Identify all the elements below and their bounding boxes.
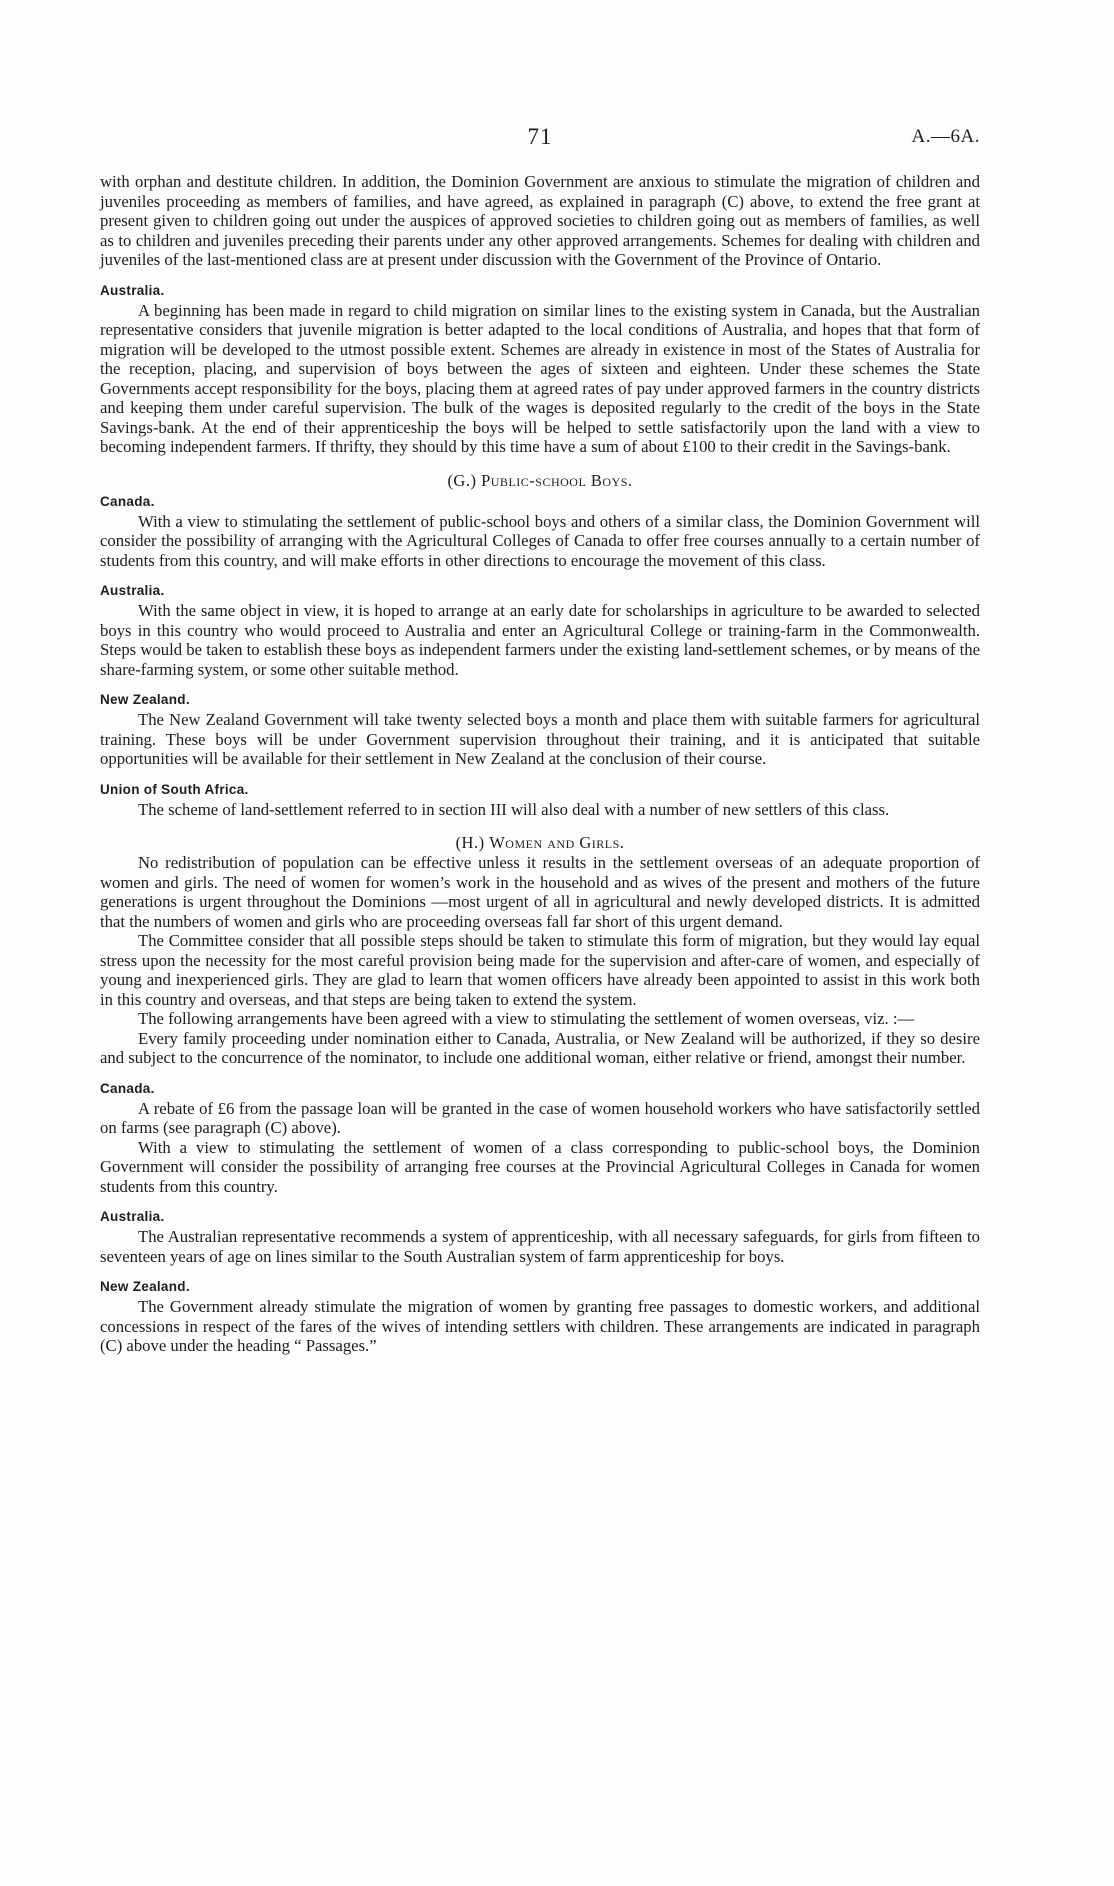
page-header [100, 124, 980, 156]
section-g-label: (G.) [447, 470, 477, 490]
h-paragraph-2: The Committee consider that all possible steps should be taken to stimulate this form of migration, but they would lay equal stress upon the necessity for the most careful provision being made for the supervision and after-care of women, and especially of young and inexperienced girls. They are glad to learn that women officers have already been appointed to assist in this work both in this country and overseas, and that steps are being taken to extend the system. [100, 931, 980, 1009]
h-australia-heading: Australia. [100, 1209, 165, 1224]
h-new-zealand-paragraph: The Government already stimulate the migration of women by granting free passages to domestic workers, and additional concessions in respect of the fares of the wives of intending settlers with children. These arrangements are indicated in paragraph (C) above under the heading “ Passages.” [100, 1297, 980, 1355]
h-paragraph-3: The following arrangements have been agreed with a view to stimulating the settlement of women overseas, viz. :— [138, 1009, 915, 1028]
australia-child-migration-paragraph: A beginning has been made in regard to child migration on similar lines to the existing system in Canada, but the Australian representative considers that juvenile migration is better adapted to the local conditions of Australia, and hopes that that form of migration will be developed to the utmost possible extent. Schemes are already in existence in most of the States of Australia for the reception, placing, and supervision of boys between the ages of sixteen and eighteen. Under these schemes the State Governments accept responsibility for the boys, placing them at agreed rates of pay under approved farmers in the country districts and keeping them under careful supervision. The bulk of the wages is deposited regularly to the credit of the boys in the State Savings-bank. At the end of their apprenticeship the boys will be helped to settle satisfactorily upon the land with a view to becoming independent farmers. If thrifty, they should by this time have a sum of about £100 to their credit in the Savings-bank. [100, 300, 980, 456]
body-text [100, 172, 980, 1356]
h-canada-paragraph-2: With a view to stimulating the settlement of women of a class corresponding to public-school boys, the Dominion Government will consider the possibility of arranging free courses at the Provincial Agricultural Colleges in Canada for women students from this country. [100, 1137, 980, 1196]
g-canada-paragraph: With a view to stimulating the settlement of public-school boys and others of a similar class, the Dominion Government will consider the possibility of arranging with the Agricultural Colleges of Canada to offer free courses annually to a certain number of students from this country, and will make efforts in other directions to encourage the movement of this class. [100, 511, 980, 570]
g-australia-paragraph: With the same object in view, it is hoped to arrange at an early date for scholarships in agriculture to be awarded to selected boys in this country who would proceed to Australia and enter an Agricultural College or training-farm in the Commonwealth. Steps would be taken to establish these boys as independent farmers under the existing land-settlement schemes, or by means of the share-farming system, or some other suitable method. [100, 601, 980, 679]
h-canada-paragraph-1: A rebate of £6 from the passage loan will be granted in the case of women household workers who have satisfactorily settled on farms (see paragraph (C) above). [100, 1098, 980, 1137]
g-new-zealand-heading: New Zealand. [100, 692, 190, 707]
g-australia-heading: Australia. [100, 583, 165, 598]
section-g-title [100, 471, 980, 491]
h-canada-heading: Canada. [100, 1080, 155, 1096]
section-g-heading: Public-school Boys. [481, 470, 633, 490]
h-paragraph-1: No redistribution of population can be effective unless it results in the settlement overseas of an adequate proportion of women and girls. The need of women for women’s work in the household and as wives of the present and mothers of the future generations is urgent throughout the Dominions —most urgent of all in agricultural and newly developed districts. It is admitted that the numbers of women and girls who are proceeding overseas fall far short of this urgent demand. [100, 853, 980, 931]
australia-heading: Australia. [100, 282, 165, 298]
g-new-zealand-paragraph: The New Zealand Government will take twenty selected boys a month and place them with suitable farmers for agricultural training. These boys will be under Government supervision throughout their training, and it is anticipated that suitable opportunities will be available for their settlement in New Zealand at the conclusion of their course. [100, 710, 980, 768]
paper-reference: A.—6A. [911, 126, 980, 147]
section-h-title [100, 833, 980, 853]
h-new-zealand-heading: New Zealand. [100, 1279, 190, 1294]
section-h-heading: Women and Girls. [489, 833, 625, 852]
page-number: 71 [527, 124, 553, 149]
section-h-label: (H.) [455, 833, 485, 852]
h-paragraph-4: Every family proceeding under nomination either to Canada, Australia, or New Zealand will be authorized, if they so desire and subject to the concurrence of the nominator, to include one additional woman, either relative or friend, amongst their number. [100, 1028, 980, 1067]
h-australia-paragraph: The Australian representative recommends a system of apprenticeship, with all necessary safeguards, for girls from fifteen to seventeen years of age on lines similar to the South Australian system of farm apprenticeship for boys. [100, 1227, 980, 1266]
g-south-africa-paragraph: The scheme of land-settlement referred to in section III will also deal with a number of new settlers of this class. [138, 799, 890, 819]
g-canada-heading: Canada. [100, 493, 155, 509]
intro-paragraph: with orphan and destitute children. In addition, the Dominion Government are anxious to stimulate the migration of children and juveniles proceeding as members of families, and have agreed, as explained in paragraph (C) above, to extend the free grant at present given to children going out under the auspices of approved societies to children going out as members of families, as well as to children and juveniles preceding their parents under any other approved arrangements. Schemes for dealing with children and juveniles of the last-mentioned class are at present under discussion with the Government of the Province of Ontario. [100, 172, 980, 269]
g-south-africa-heading: Union of South Africa. [100, 781, 249, 797]
